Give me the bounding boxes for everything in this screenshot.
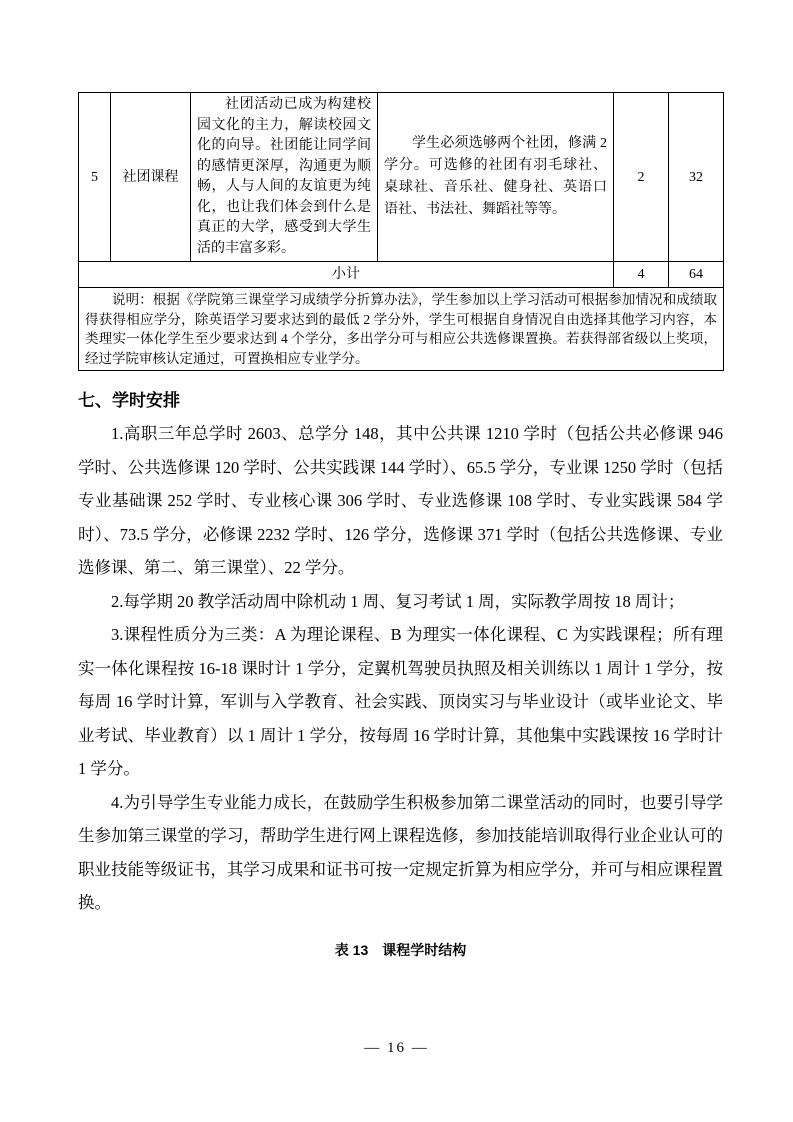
section-body [78,417,723,920]
note-cell [79,288,724,371]
credits-cell: 2 [614,93,669,262]
course-description-cell [191,93,378,262]
third-classroom-course-table [78,92,724,371]
paragraph-2: 2.每学期 20 教学活动周中除机动 1 周、复习考试 1 周，实际教学周按 18 周计； [111,591,685,611]
note-text: 说明：根据《学院第三课堂学习成绩学分折算办法》，学生参加以上学习活动可根据参加情况和成绩取得获得相应学分，除英语学习要求达到的最低 2 学分外，学生可根据自身情况自由选择其他学习内容，本类理实一体化学生至少要求达到 4 个学分，多出学分可与相应公共选修课置换。若获得部省级以上奖项，经过学院审核认定通过，可置换相应专业学分。 [85,292,717,366]
seq-cell: 5 [79,93,111,262]
table-caption: 表 13 课程学时结构 [334,941,467,958]
section-heading: 七、学时安排 [78,391,180,410]
table-row-subtotal [79,262,724,288]
hours-cell: 32 [669,93,724,262]
table-row-club-course [79,93,724,262]
course-name-cell: 社团课程 [111,93,191,262]
subtotal-credits-cell: 4 [614,262,669,288]
course-requirement-text: 学生必须选够两个社团，修满 2 学分。可选修的社团有羽毛球社、桌球社、音乐社、健身社、英语口语社、书法社、舞蹈社等等。 [384,136,607,217]
subtotal-label-cell: 小计 [79,262,614,288]
paragraph-1: 1.高职三年总学时 2603、总学分 148，其中公共课 1210 学时（包括公共必修课 946 学时、公共选修课 120 学时、公共实践课 144 学时）、65.5 学分，专业课 1250 学时（包括专业基础课 252 学时、专业核心课 306 学时、专业选修课 108 学时、专业实践课 584 学时）、73.5 学分，必修课 2232 学时、126 学分，选修课 371 学时（包括公共选修课、专业选修课、第二、第三课堂）、22 学分。 [78,424,723,577]
course-requirement-cell [378,93,614,262]
paragraph-3: 3.课程性质分为三类：A 为理论课程、B 为理实一体化课程、C 为实践课程；所有理实一体化课程按 16-18 课时计 1 学分，定翼机驾驶员执照及相关训练以 1 周计 1 学分，按每周 16 学时计算，军训与入学教育、社会实践、顶岗实习与毕业设计（或毕业论文、毕业考试、毕业教育）以 1 周计 1 学分，按每周 16 学时计算，其他集中实践课按 16 学时计 1 学分。 [78,625,723,778]
subtotal-hours-cell: 64 [669,262,724,288]
table-row-note [79,288,724,371]
paragraph-4: 4.为引导学生专业能力成长，在鼓励学生积极参加第二课堂活动的同时，也要引导学生参加第三课堂的学习，帮助学生进行网上课程选修，参加技能培训取得行业企业认可的职业技能等级证书，其学习成果和证书可按一定规定折算为相应学分，并可与相应课程置换。 [78,792,723,912]
page-number: — 16 — [364,1040,429,1056]
course-description-text: 社团活动已成为构建校园文化的主力，解读校园文化的向导。社团能让同学间的感情更深厚，沟通更为顺畅，人与人间的友谊更为纯化，也让我们体会到什么是真正的大学，感受到大学生活的丰富多彩。 [197,97,371,256]
